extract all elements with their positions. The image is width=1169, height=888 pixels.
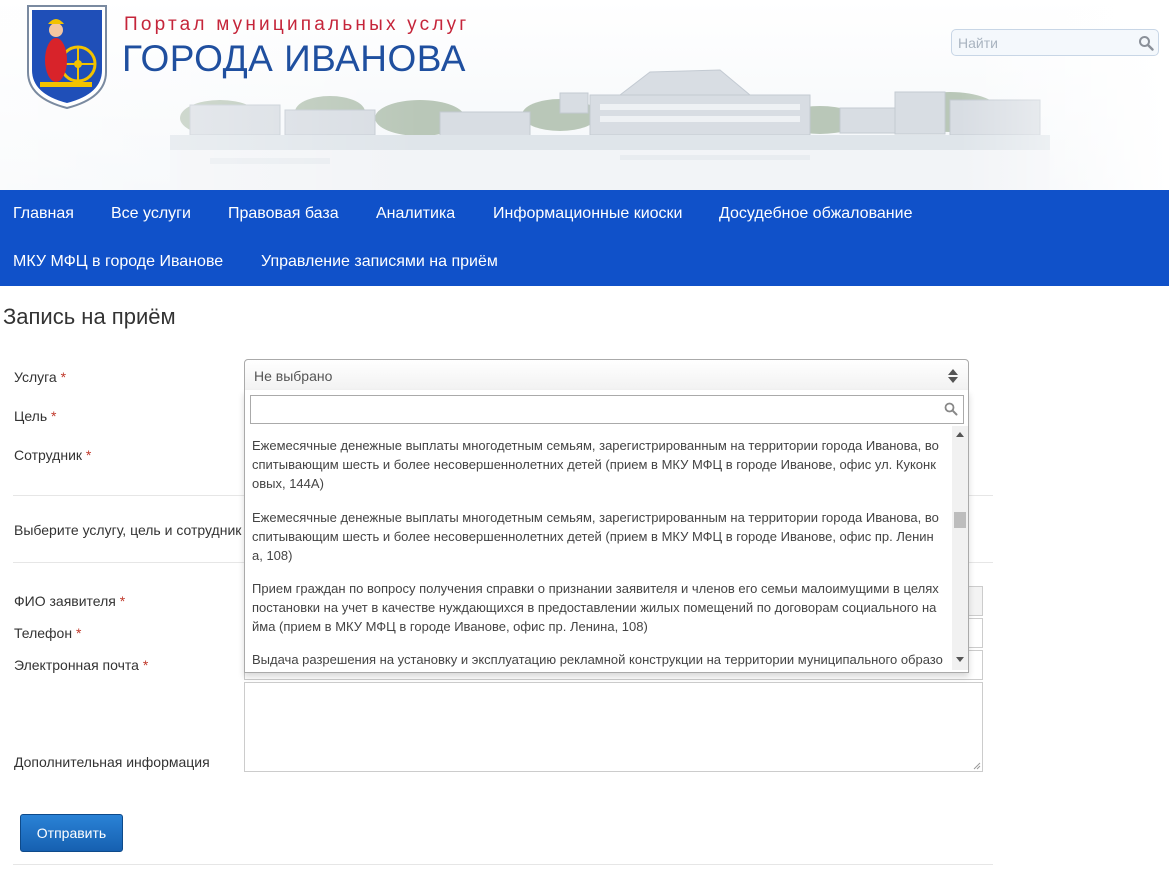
employee-label bbox=[14, 447, 91, 463]
nav-item-all-services[interactable]: Все услуги bbox=[111, 205, 191, 222]
dropdown-option[interactable]: Ежемесячные денежные выплаты многодетным семьям, зарегистрированным на территории города Иванова, во спитывающим шесть и более несовершеннолетних детей (прием в МКУ МФЦ в городе Иванове, офис пр. Ленин а, 108) bbox=[252, 510, 939, 563]
dropdown-option[interactable]: Выдача разрешения на установку и эксплуатацию рекламной конструкции на территории муниципального образо bbox=[252, 652, 943, 667]
goal-label bbox=[14, 408, 56, 424]
email-label bbox=[14, 657, 148, 673]
required-mark: * bbox=[85, 447, 92, 463]
employee-label-text: Сотрудник bbox=[14, 447, 83, 463]
site-title[interactable]: ГОРОДА ИВАНОВА bbox=[122, 38, 466, 79]
site-subtitle: Портал муниципальных услуг bbox=[124, 14, 470, 35]
service-select-value: Не выбрано bbox=[254, 368, 333, 384]
site-search bbox=[951, 29, 1159, 56]
nav-item-analytics[interactable]: Аналитика bbox=[376, 205, 456, 222]
dropdown-option[interactable]: Ежемесячные денежные выплаты многодетным семьям, зарегистрированным на территории города Иванова, во спитывающим шесть и более несовершеннолетних детей (прием в МКУ МФЦ в городе Иванове, офис ул. Куконк овых, 144А) bbox=[252, 438, 939, 491]
select-hint: Выберите услугу, цель и сотрудник bbox=[14, 522, 242, 538]
required-mark: * bbox=[60, 369, 67, 385]
nav-item-manage-appointments[interactable]: Управление записями на приём bbox=[261, 253, 498, 270]
divider bbox=[13, 864, 993, 865]
dropdown-search-input[interactable] bbox=[250, 395, 964, 424]
coat-of-arms-icon bbox=[26, 4, 108, 110]
required-mark: * bbox=[75, 625, 82, 641]
nav-item-info-kiosks[interactable]: Информационные киоски bbox=[493, 205, 683, 222]
site-header bbox=[0, 0, 1169, 190]
phone-label bbox=[14, 625, 81, 641]
required-mark: * bbox=[142, 657, 149, 673]
scrollbar-thumb[interactable] bbox=[954, 512, 966, 528]
page-title: Запись на приём bbox=[3, 304, 176, 329]
search-icon[interactable] bbox=[1138, 35, 1154, 51]
nav-item-home[interactable]: Главная bbox=[13, 205, 74, 222]
resize-handle-icon[interactable] bbox=[973, 762, 981, 770]
nav-item-legal-base[interactable]: Правовая база bbox=[228, 205, 339, 222]
service-label bbox=[14, 369, 66, 385]
extra-info-label: Дополнительная информация bbox=[14, 754, 210, 770]
scroll-down-arrow-icon[interactable] bbox=[956, 657, 964, 662]
fio-label bbox=[14, 593, 125, 609]
search-icon bbox=[944, 402, 958, 416]
service-select[interactable] bbox=[244, 359, 969, 391]
nav-item-pretrial-appeal[interactable]: Досудебное обжалование bbox=[719, 205, 913, 222]
dropdown-options bbox=[245, 430, 952, 670]
fio-label-text: ФИО заявителя bbox=[14, 593, 116, 609]
main-nav bbox=[0, 190, 1169, 286]
service-label-text: Услуга bbox=[14, 369, 57, 385]
nav-item-mfc-ivanovo[interactable]: МКУ МФЦ в городе Иванове bbox=[13, 253, 224, 270]
required-mark: * bbox=[119, 593, 126, 609]
phone-label-text: Телефон bbox=[14, 625, 73, 641]
email-label-text: Электронная почта bbox=[14, 657, 139, 673]
submit-button[interactable]: Отправить bbox=[20, 814, 123, 852]
required-mark: * bbox=[51, 408, 57, 424]
scroll-up-arrow-icon[interactable] bbox=[956, 432, 964, 437]
dropdown-scrollbar[interactable] bbox=[952, 426, 968, 670]
dropdown-option[interactable]: Прием граждан по вопросу получения справки о признании заявителя и членов его семьи малоимущими в целях постановки на учет в качестве нуждающихся в предоставлении жилых помещений по договорам социального на йма (прием в МКУ МФЦ в городе Иванове, офис пр. Ленина, 108) bbox=[252, 581, 939, 634]
search-input[interactable] bbox=[952, 30, 1133, 55]
select-arrows-icon bbox=[947, 368, 959, 384]
extra-info-textarea[interactable] bbox=[244, 682, 983, 772]
goal-label-text: Цель bbox=[14, 408, 48, 424]
service-dropdown bbox=[244, 390, 969, 673]
